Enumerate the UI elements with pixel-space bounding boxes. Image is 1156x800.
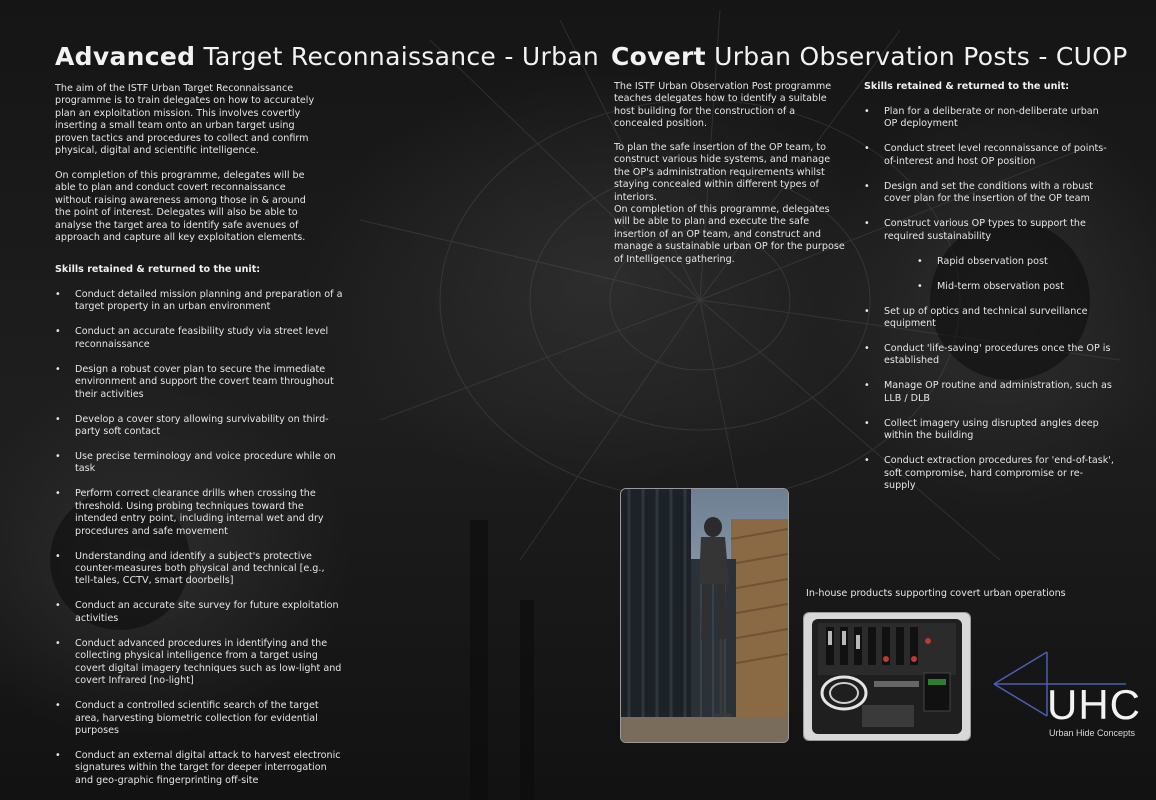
right-planning-paragraph: To plan the safe insertion of the OP team, to construct various hide systems, and manage the OP's administration requirements whilst staying concealed within different types of interiors. <box>614 142 831 203</box>
left-skills-title: Skills retained & returned to the unit: <box>55 264 261 275</box>
logo-company-name: Urban Hide Concepts <box>1049 728 1136 738</box>
list-item: • Conduct detailed mission planning and preparation of a target property in an urban environment <box>55 289 345 314</box>
list-item: • Use precise terminology and voice procedure while on task <box>55 451 345 476</box>
list-item: • Design a robust cover plan to secure the immediate environment and support the covert team throughout their activities <box>55 364 345 401</box>
right-completion-paragraph: On completion of this programme, delegates will be able to plan and execute the safe insertion of an OP team, and construct and manage a sustainable urban OP for the purpose of Intelligence gathering. <box>614 204 845 265</box>
list-item: • Conduct an external digital attack to harvest electronic signatures within the target for deeper interrogation and geo-graphic fingerprinting off-site <box>55 750 345 787</box>
list-item: • Conduct street level reconnaissance of points-of-interest and host OP position <box>864 143 1114 168</box>
list-item: • Plan for a deliberate or non-deliberate urban OP deployment <box>864 106 1114 131</box>
right-intro-paragraph: The ISTF Urban Observation Post programme teaches delegates how to identify a suitable host building for the construction of a concealed position. <box>614 81 832 130</box>
list-item: • Manage OP routine and administration, such as LLB / DLB <box>864 380 1114 405</box>
container-photo-art <box>621 489 788 742</box>
right-title-rest: Urban Observation Posts - CUOP <box>705 42 1128 71</box>
list-item: • Conduct extraction procedures for 'end-of-task', soft compromise, hard compromise or re-supply <box>864 455 1114 492</box>
right-skills-title: Skills retained & returned to the unit: <box>864 81 1070 92</box>
list-item: • Collect imagery using disrupted angles deep within the building <box>864 418 1114 443</box>
list-item: • Conduct an accurate site survey for future exploitation activities <box>55 600 345 625</box>
list-item: • Develop a cover story allowing survivability on third-party soft contact <box>55 414 345 439</box>
sub-list-item: • Mid-term observation post <box>864 281 1114 293</box>
left-title-bold: Advanced <box>55 42 196 71</box>
list-item: • Conduct 'life-saving' procedures once the OP is established <box>864 343 1114 368</box>
right-skills-list <box>864 106 1114 505</box>
left-skills-list <box>55 289 345 800</box>
list-item: • Design and set the conditions with a robust cover plan for the insertion of the OP team <box>864 181 1114 206</box>
list-item: • Set up of optics and technical surveillance equipment <box>864 306 1114 331</box>
sub-list-item: • Rapid observation post <box>864 256 1114 268</box>
list-item: • Conduct a controlled scientific search of the target area, harvesting biometric collection for evidential purposes <box>55 700 345 737</box>
equipment-case-art <box>804 613 970 740</box>
list-item: • Understanding and identify a subject's protective counter-measures both physical and technical [e.g., tell-tales, CCTV, smart doorbells] <box>55 551 345 588</box>
list-item: • Perform correct clearance drills when crossing the threshold. Using probing techniques toward the intended entry point, including internal wet and dry procedures and safe movement <box>55 488 345 538</box>
list-item: • Conduct advanced procedures in identifying and the collecting physical intelligence from a target using covert digital imagery techniques such as low-light and covert Infrared [no-light] <box>55 638 345 688</box>
list-item: • Construct various OP types to support the required sustainability <box>864 218 1114 243</box>
right-title-bold: Covert <box>611 42 706 71</box>
left-completion-paragraph: On completion of this programme, delegates will be able to plan and conduct covert reconnaissance without raising awareness among those in & around the point of interest. Delegates will also be able to analyse the target area to identify safe avenues of approach and capture all key exploitation elements. <box>55 170 306 244</box>
list-item: • Conduct an accurate feasibility study via street level reconnaissance <box>55 326 345 351</box>
right-page-title <box>611 42 1128 71</box>
container-operator-photo <box>620 488 789 743</box>
left-title-rest: Target Reconnaissance - Urban <box>195 42 600 71</box>
logo-mark-text: UHC <box>1047 681 1141 728</box>
equipment-case-photo <box>803 612 971 741</box>
left-page-title <box>55 42 599 71</box>
products-caption: In-house products supporting covert urban operations <box>806 588 1066 599</box>
left-intro-paragraph: The aim of the ISTF Urban Target Reconnaissance programme is to train delegates on how to accurately plan an exploitation mission. This involves covertly inserting a small team onto an urban target using proven tactics and procedures to collect and confirm physical, digital and scientific intelligence. <box>55 83 315 157</box>
